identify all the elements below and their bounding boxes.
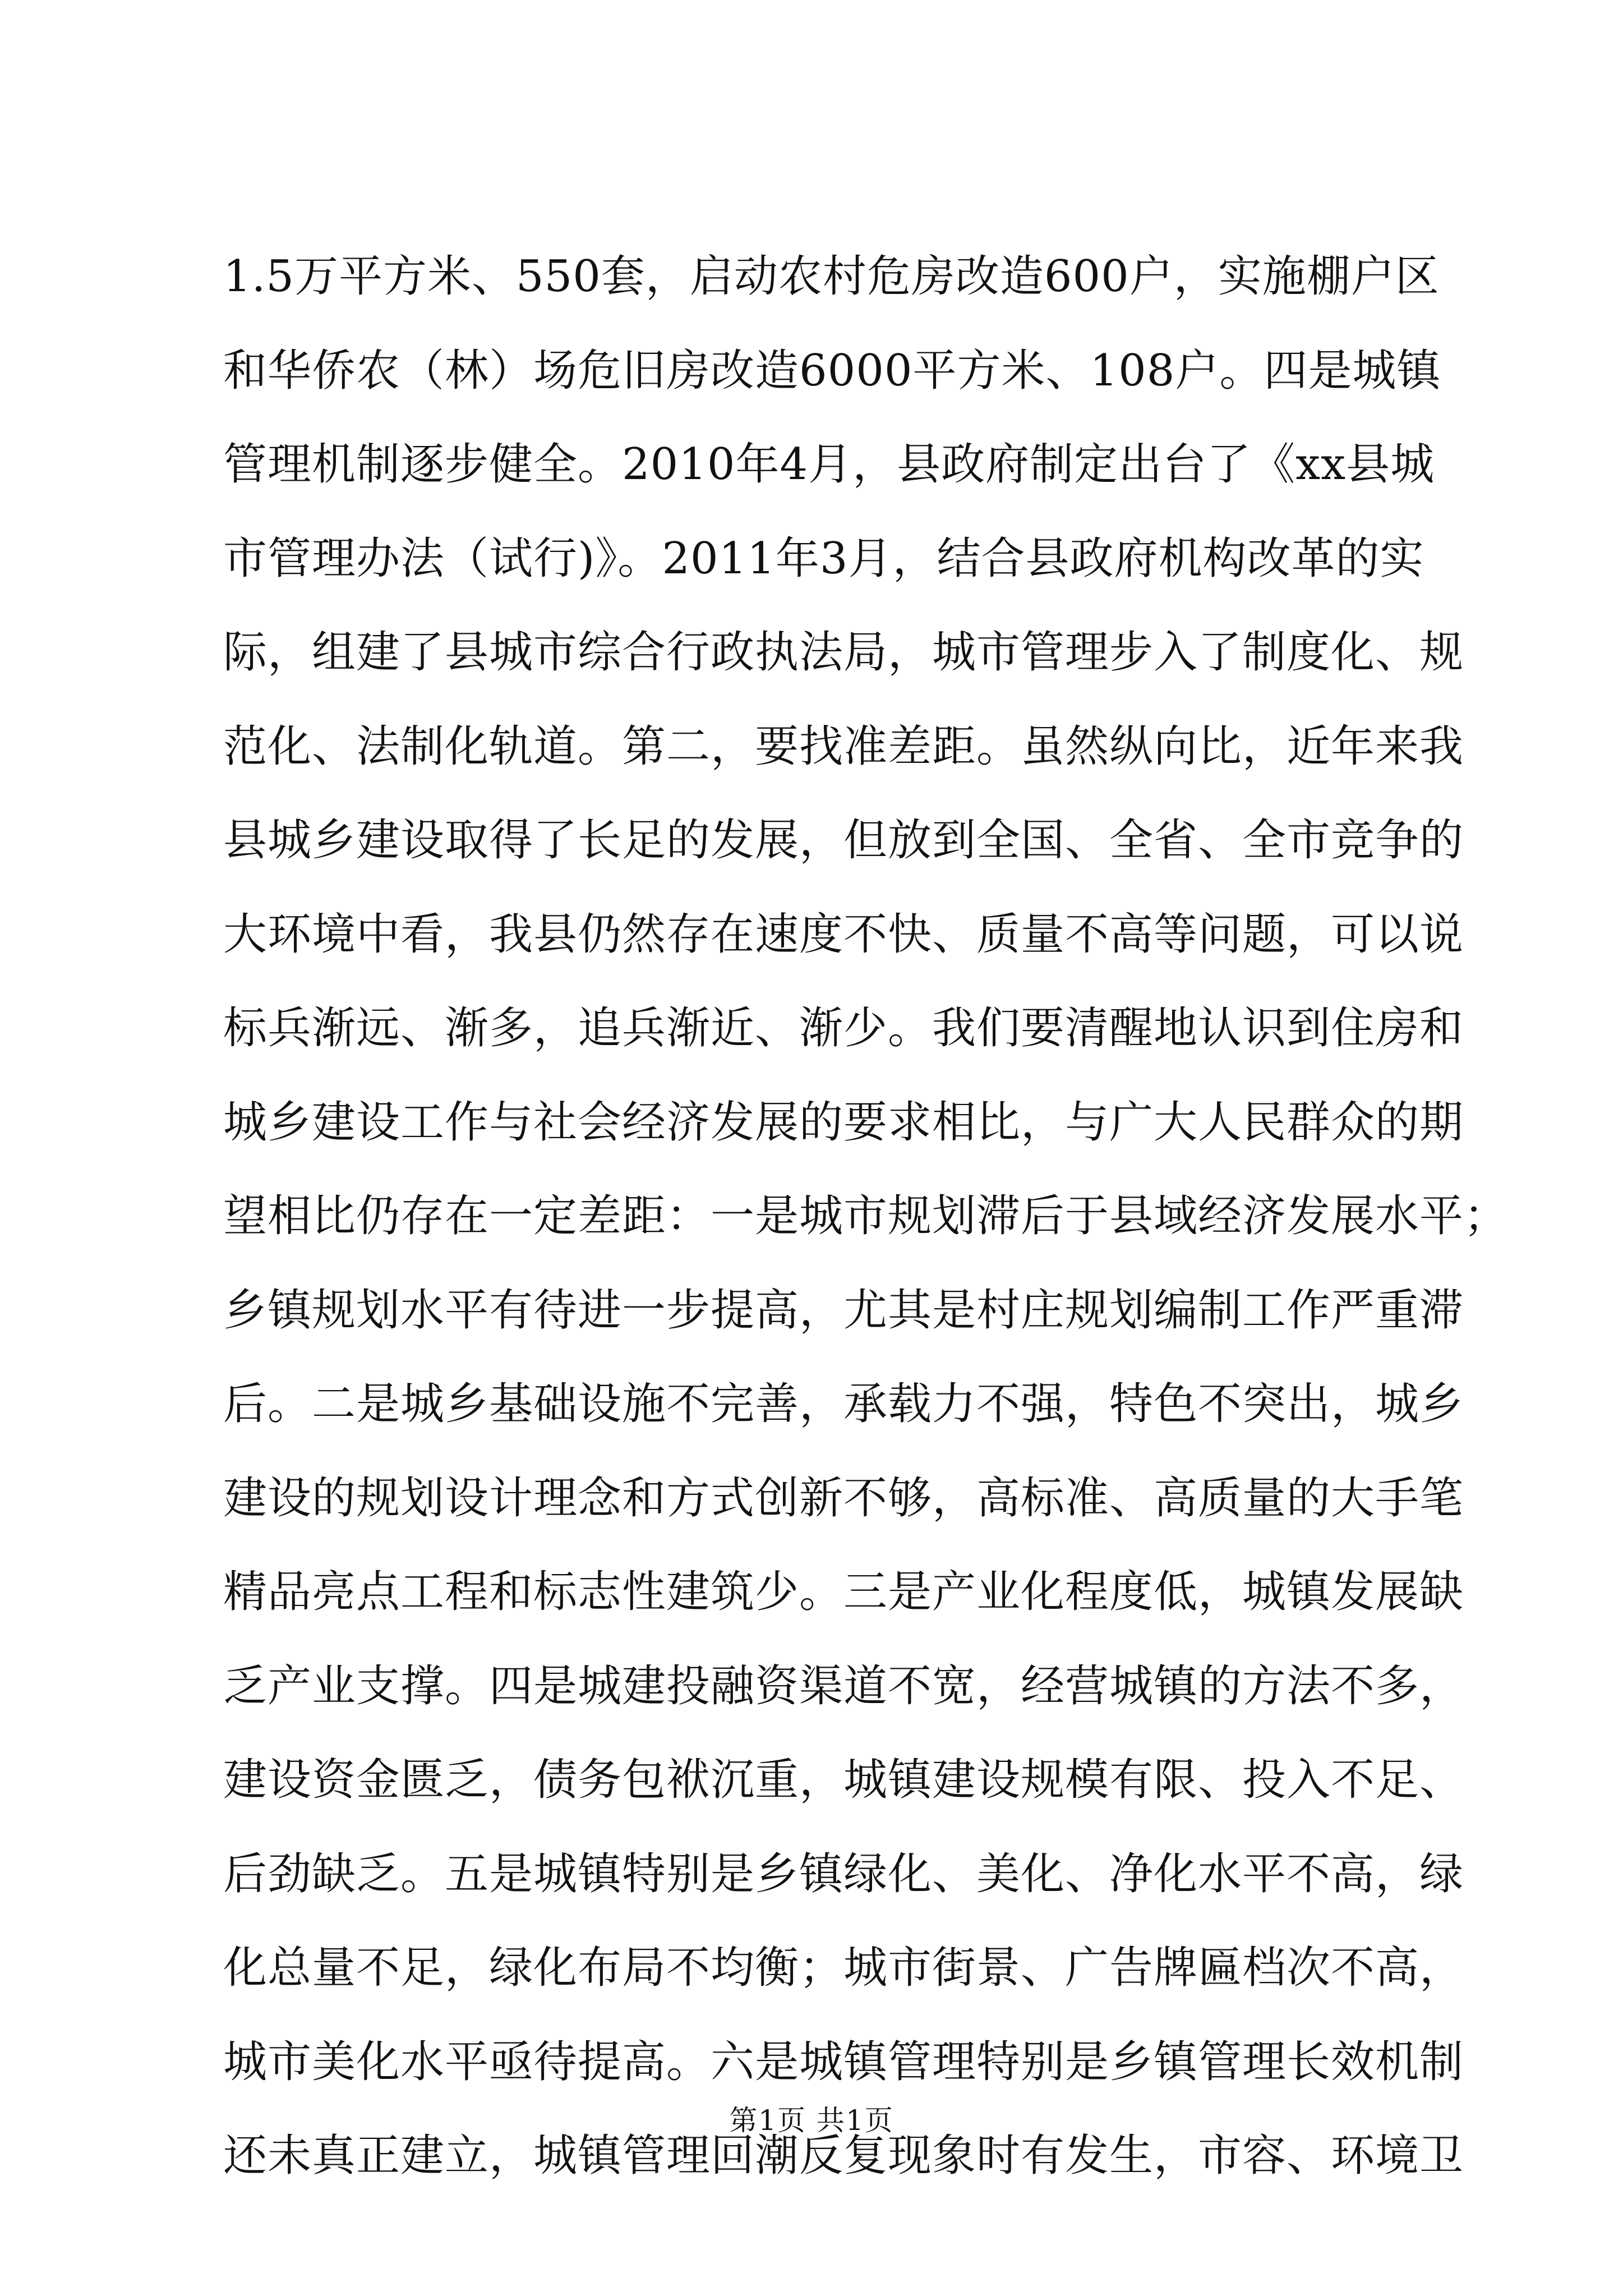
text-line: 后。二是城乡基础设施不完善，承载力不强，特色不突出，城乡 [223, 1379, 1464, 1429]
text-line: 后劲缺乏。五是城镇特别是乡镇绿化、美化、净化水平不高，绿 [223, 1848, 1464, 1899]
text-line: 建设资金匮乏，债务包袱沉重，城镇建设规模有限、投入不足、 [223, 1755, 1464, 1805]
page-footer [0, 2101, 1623, 2140]
text-line: 市管理办法（试行)》。2011年3月，结合县政府机构改革的实 [223, 533, 1424, 584]
text-line: 望相比仍存在一定差距：一是城市规划滞后于县域经济发展水平； [223, 1191, 1509, 1241]
body-text [223, 230, 1509, 2203]
text-line: 县城乡建设取得了长足的发展，但放到全国、全省、全市竞争的 [223, 815, 1464, 866]
text-line: 管理机制逐步健全。2010年4月，县政府制定出台了《xx县城 [223, 439, 1435, 490]
text-line: 城乡建设工作与社会经济发展的要求相比，与广大人民群众的期 [223, 1097, 1464, 1148]
text-line: 乏产业支撑。四是城建投融资渠道不宽，经营城镇的方法不多， [223, 1660, 1464, 1711]
text-line: 建设的规划设计理念和方式创新不够，高标准、高质量的大手笔 [223, 1473, 1464, 1524]
text-line: 1.5万平方米、550套，启动农村危房改造600户，实施棚户区 [223, 251, 1440, 302]
text-line: 标兵渐远、渐多，追兵渐近、渐少。我们要清醒地认识到住房和 [223, 1003, 1464, 1053]
text-line: 化总量不足，绿化布局不均衡；城市街景、广告牌匾档次不高， [223, 1943, 1464, 1993]
text-line: 精品亮点工程和标志性建筑少。三是产业化程度低，城镇发展缺 [223, 1567, 1464, 1617]
text-line: 际，组建了县城市综合行政执法局，城市管理步入了制度化、规 [223, 627, 1464, 678]
page-number: 第1页 共1页 [729, 2104, 894, 2137]
text-line: 还未真正建立，城镇管理回潮反复现象时有发生，市容、环境卫 [223, 2131, 1464, 2181]
text-line: 和华侨农（林）场危旧房改造6000平方米、108户。四是城镇 [223, 345, 1441, 396]
text-line: 乡镇规划水平有待进一步提高，尤其是村庄规划编制工作严重滞 [223, 1285, 1464, 1336]
text-line: 范化、法制化轨道。第二，要找准差距。虽然纵向比，近年来我 [223, 721, 1464, 772]
text-line: 城市美化水平亟待提高。六是城镇管理特别是乡镇管理长效机制 [223, 2036, 1464, 2087]
text-line: 大环境中看，我县仍然存在速度不快、质量不高等问题，可以说 [223, 909, 1464, 960]
